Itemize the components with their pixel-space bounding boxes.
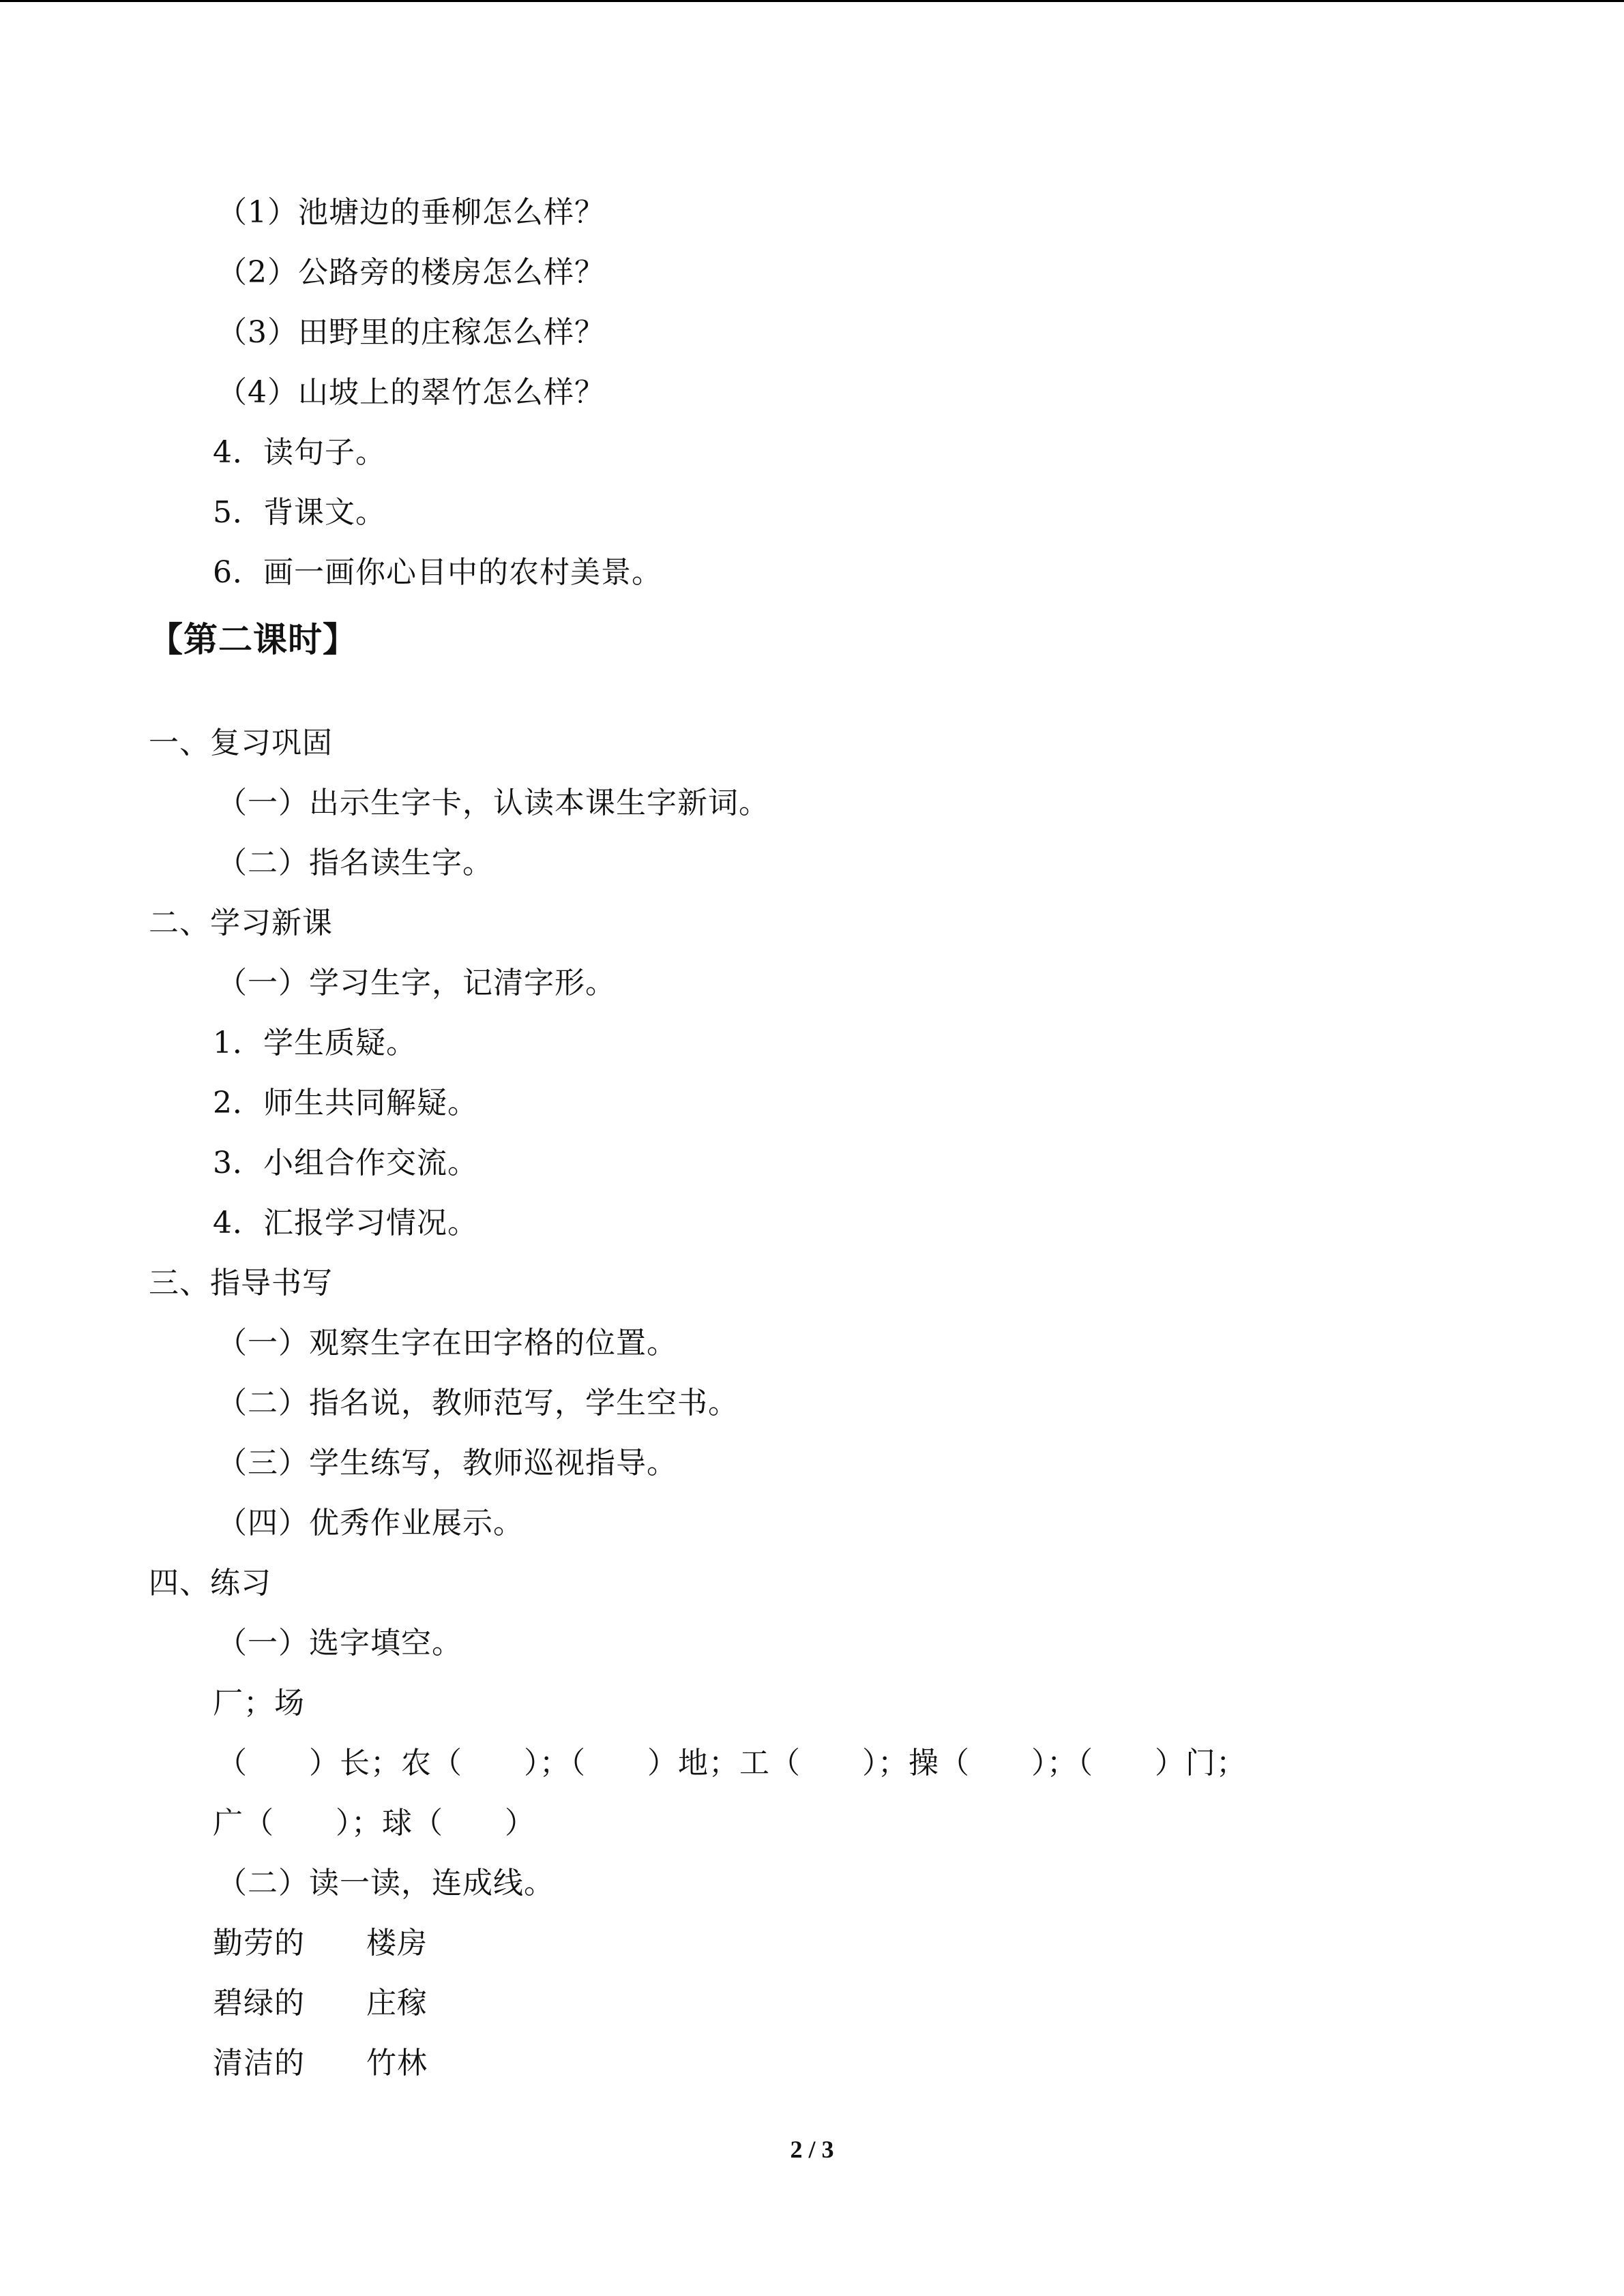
section-3-item-2: （二）指名说，教师范写，学生空书。 — [217, 1386, 739, 1420]
question-1: （1）池塘边的垂柳怎么样？ — [217, 195, 605, 230]
section-4-title: 四、练习 — [149, 1566, 271, 1600]
section-1-item-1: （一）出示生字卡，认读本课生字新词。 — [217, 786, 769, 820]
exercise-1-title: （一）选字填空。 — [217, 1626, 462, 1660]
section-3-item-3: （三）学生练写，教师巡视指导。 — [217, 1446, 677, 1480]
exercise-1-blanks-row-2: 广（ ）；球（ ） — [213, 1806, 535, 1840]
question-3: （3）田野里的庄稼怎么样？ — [217, 315, 605, 350]
lesson-heading: 【第二课时】 — [149, 619, 357, 659]
step-4: 4．读句子。 — [213, 435, 386, 470]
step-6: 6．画一画你心目中的农村美景。 — [213, 555, 662, 590]
question-4: （4）山坡上的翠竹怎么样？ — [217, 375, 605, 410]
exercise-1-blanks-row-1: （ ）长；农（ ）；（ ）地；工（ ）；操（ ）；（ ）门； — [217, 1746, 1247, 1780]
section-3-title: 三、指导书写 — [149, 1266, 333, 1300]
step-5: 5．背课文。 — [213, 495, 386, 530]
section-2-title: 二、学习新课 — [149, 906, 333, 940]
section-1-item-2: （二）指名读生字。 — [217, 846, 493, 880]
exercise-2-title: （二）读一读，连成线。 — [217, 1866, 555, 1900]
exercise-2-pair-2: 碧绿的 庄稼 — [213, 1986, 428, 2021]
section-2-item-1: （一）学习生字，记清字形。 — [217, 966, 616, 1000]
section-2-step-1: 1．学生质疑。 — [213, 1026, 417, 1060]
question-2: （2）公路旁的楼房怎么样？ — [217, 255, 605, 290]
section-3-item-4: （四）优秀作业展示。 — [217, 1506, 524, 1540]
page-top-border — [0, 0, 1624, 2]
section-2-step-2: 2．师生共同解疑。 — [213, 1086, 478, 1120]
section-2-step-4: 4．汇报学习情况。 — [213, 1206, 478, 1240]
section-2-step-3: 3．小组合作交流。 — [213, 1146, 478, 1180]
exercise-2-pair-1: 勤劳的 楼房 — [213, 1926, 428, 1960]
exercise-2-pair-3: 清洁的 竹林 — [213, 2046, 428, 2081]
page-number: 2 / 3 — [790, 2136, 834, 2163]
section-1-title: 一、复习巩固 — [149, 726, 333, 760]
section-3-item-1: （一）观察生字在田字格的位置。 — [217, 1326, 677, 1360]
exercise-1-choices: 厂；场 — [213, 1686, 305, 1720]
